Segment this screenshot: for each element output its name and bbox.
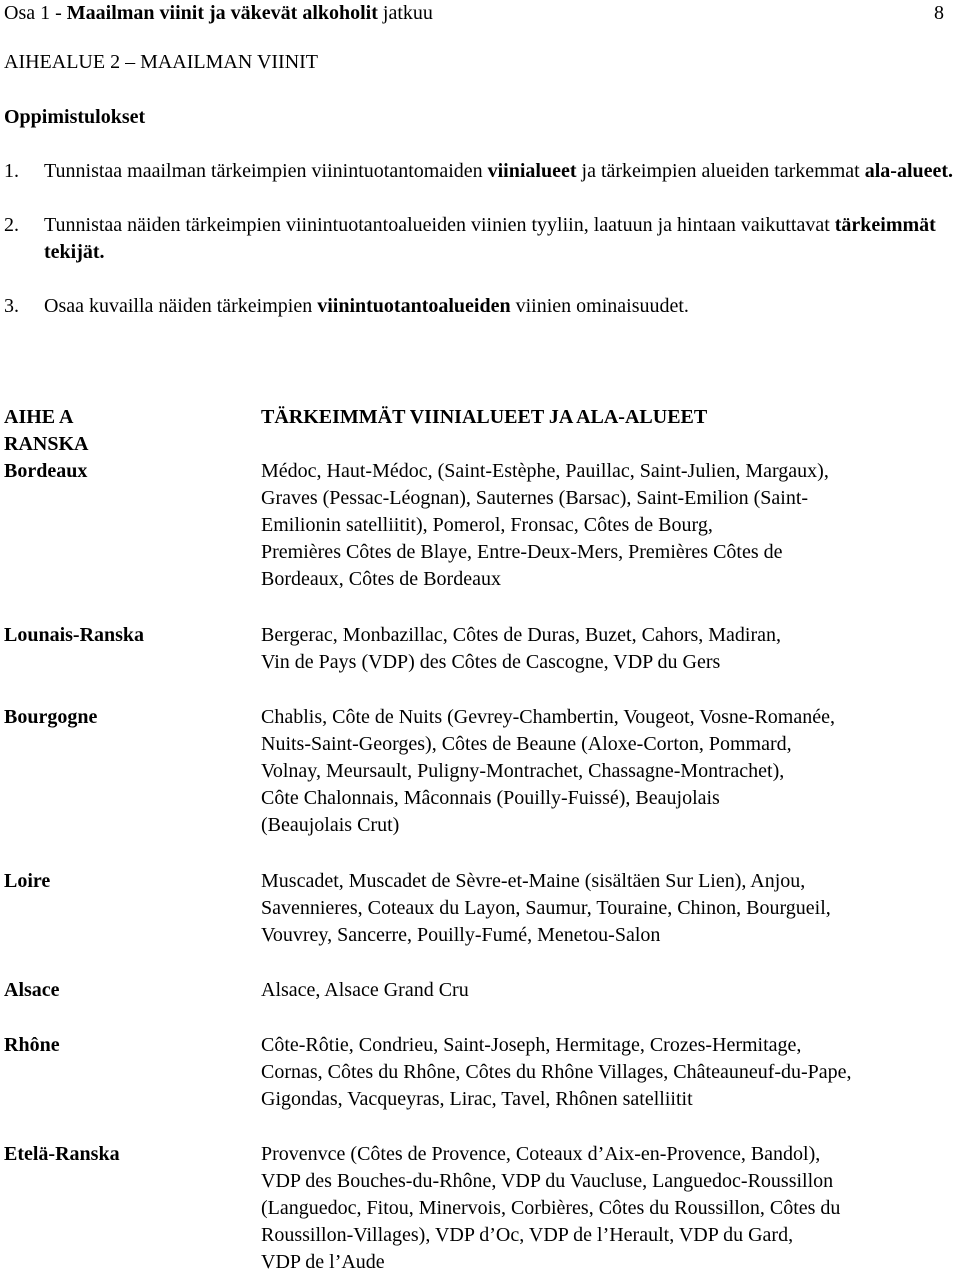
objectives-title: Oppimistulokset	[4, 106, 146, 128]
region-area-line: Muscadet, Muscadet de Sèvre-et-Maine (sisältäen Sur Lien), Anjou,	[261, 870, 806, 892]
region-area-line: Vin de Pays (VDP) des Côtes de Cascogne, VDP du Gers	[261, 651, 721, 673]
objective-text: ja tärkeimpien alueiden tarkemmat	[576, 160, 865, 182]
region-area-line: Alsace, Alsace Grand Cru	[261, 979, 469, 1001]
region-area-line: (Languedoc, Fitou, Minervois, Corbières, Côtes du Roussillon, Côtes du	[261, 1197, 841, 1219]
region-area-line: Provenvce (Côtes de Provence, Coteaux d’Aix-en-Provence, Bandol),	[261, 1143, 821, 1165]
region-area-line: Roussillon-Villages), VDP d’Oc, VDP de l’Herault, VDP du Gard,	[261, 1224, 794, 1246]
page-number: 8	[934, 2, 944, 24]
region-name: Bordeaux	[4, 460, 88, 482]
region-areas	[261, 977, 960, 1004]
objective-item	[4, 212, 954, 266]
section-title: AIHEALUE 2 – MAAILMAN VIINIT	[4, 51, 319, 73]
objective-item	[4, 293, 954, 320]
page-header	[4, 0, 944, 27]
region-areas	[261, 868, 960, 949]
region-area-line: Savennieres, Coteaux du Layon, Saumur, Touraine, Chinon, Bourgueil,	[261, 897, 831, 919]
region-areas	[261, 1141, 960, 1276]
region-area-line: Graves (Pessac-Léognan), Sauternes (Barsac), Saint-Emilion (Saint-	[261, 487, 809, 509]
region-area-line: Médoc, Haut-Médoc, (Saint-Estèphe, Pauillac, Saint-Julien, Margaux),	[261, 460, 829, 482]
objective-text: viinialueet	[487, 160, 577, 182]
objective-text: Osaa kuvailla näiden tärkeimpien	[44, 295, 318, 317]
region-area-line: (Beaujolais Crut)	[261, 814, 400, 836]
country-label: AIHE A RANSKA	[4, 406, 89, 455]
region-area-line: Emilionin satelliitit), Pomerol, Fronsac, Côtes de Bourg,	[261, 514, 713, 536]
region-area-line: Bergerac, Monbazillac, Côtes de Duras, Buzet, Cahors, Madiran,	[261, 624, 782, 646]
region-name: Lounais-Ranska	[4, 624, 145, 646]
region-name: Bourgogne	[4, 706, 98, 728]
region-area-line: Cornas, Côtes du Rhône, Côtes du Rhône Villages, Châteauneuf-du-Pape,	[261, 1061, 852, 1083]
region-areas	[261, 622, 960, 676]
region-areas	[261, 458, 960, 593]
region-areas	[261, 704, 960, 839]
region-area-line: Volnay, Meursault, Puligny-Montrachet, Chassagne-Montrachet),	[261, 760, 785, 782]
objective-text: tärkeimmät tekijät.	[44, 214, 936, 263]
header-part-prefix: Osa 1 -	[4, 2, 67, 24]
region-area-line: Gigondas, Vacqueyras, Lirac, Tavel, Rhônen satelliitit	[261, 1088, 693, 1110]
region-area-line: Côte-Rôtie, Condrieu, Saint-Joseph, Hermitage, Crozes-Hermitage,	[261, 1034, 802, 1056]
region-area-line: VDP des Bouches-du-Rhône, VDP du Vaucluse, Languedoc-Roussillon	[261, 1170, 834, 1192]
objective-item	[4, 158, 954, 185]
region-name: Loire	[4, 870, 51, 892]
region-area-line: Nuits-Saint-Georges), Côtes de Beaune (Aloxe-Corton, Pommard,	[261, 733, 792, 755]
objectives-list	[4, 158, 954, 347]
objective-text: ala-alueet.	[864, 160, 954, 182]
column-title: TÄRKEIMMÄT VIINIALUEET JA ALA-ALUEET	[261, 406, 708, 428]
region-name: Rhône	[4, 1034, 60, 1056]
region-area-line: Premières Côtes de Blaye, Entre-Deux-Mers, Premières Côtes de	[261, 541, 783, 563]
region-name: Etelä-Ranska	[4, 1143, 120, 1165]
objective-text: Tunnistaa näiden tärkeimpien viinintuotantoalueiden viinien tyyliin, laatuun ja hintaan vaikuttavat	[44, 214, 835, 236]
objective-text: Tunnistaa maailman tärkeimpien viinintuotantomaiden	[44, 160, 488, 182]
region-area-line: Bordeaux, Côtes de Bordeaux	[261, 568, 501, 590]
region-area-line: Côte Chalonnais, Mâconnais (Pouilly-Fuissé), Beaujolais	[261, 787, 720, 809]
region-areas	[261, 1032, 960, 1113]
objective-number: 3.	[4, 295, 19, 317]
region-name: Alsace	[4, 979, 60, 1001]
objective-text: viinintuotantoalueiden	[317, 295, 511, 317]
objective-text: viinien ominaisuudet.	[510, 295, 689, 317]
region-area-line: Vouvrey, Sancerre, Pouilly-Fumé, Menetou-Salon	[261, 924, 661, 946]
region-area-line: Chablis, Côte de Nuits (Gevrey-Chambertin, Vougeot, Vosne-Romanée,	[261, 706, 835, 728]
header-part-title: Maailman viinit ja väkevät alkoholit	[66, 2, 378, 24]
objective-number: 1.	[4, 160, 19, 182]
objective-number: 2.	[4, 214, 19, 236]
header-part-suffix: jatkuu	[377, 2, 433, 24]
region-area-line: VDP de l’Aude	[261, 1251, 385, 1273]
